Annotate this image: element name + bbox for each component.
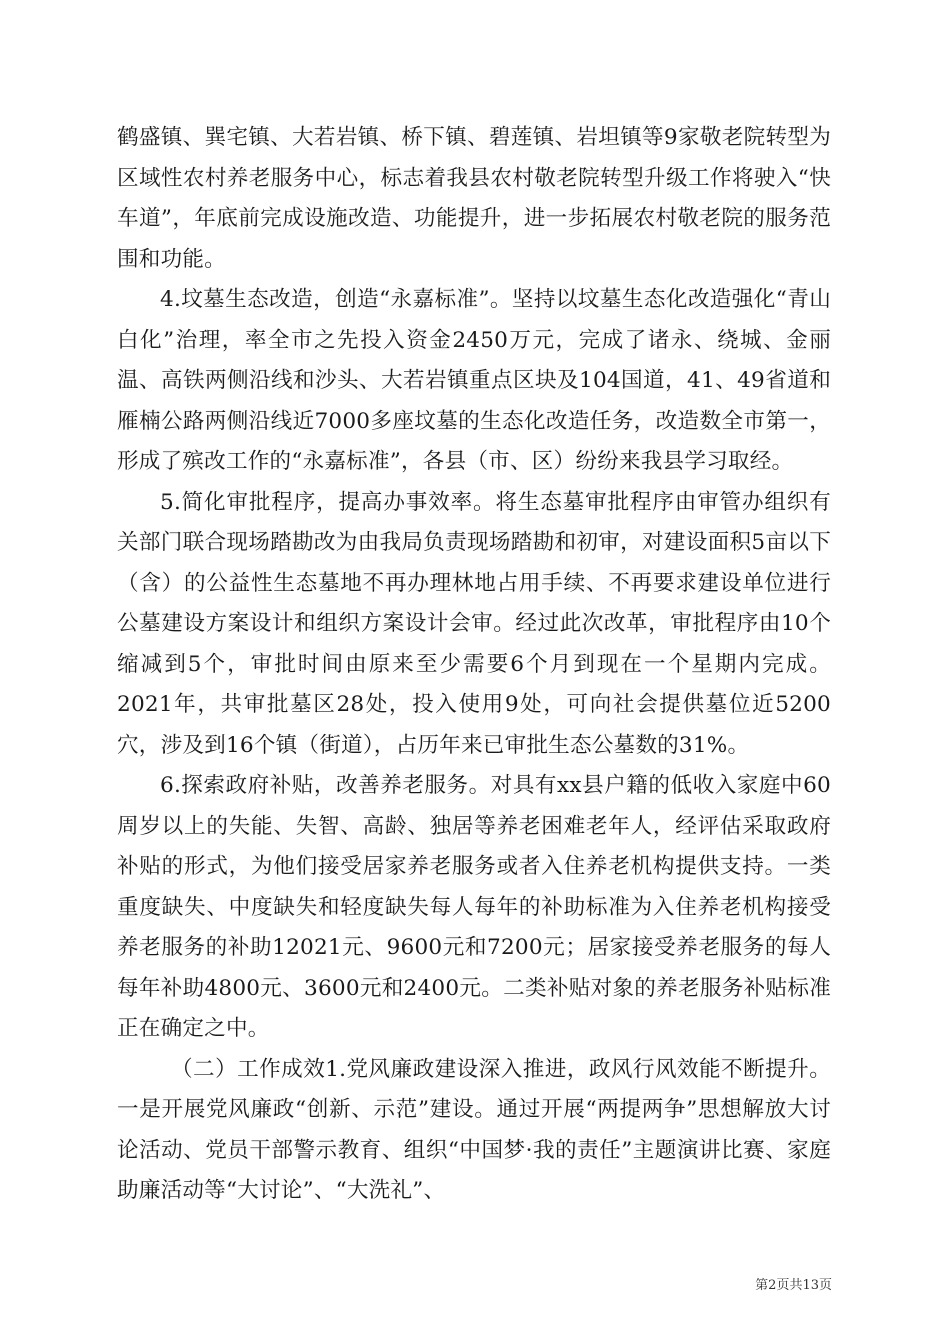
paragraph-item-5: 5.简化审批程序，提高办事效率。将生态墓审批程序由审管办组织有关部门联合现场踏勘改为由我局负责现场踏勘和初审，对建设面积5亩以下（含）的公益性生态墓地不再办理林地占用手续、不再要求建设单位进行公墓建设方案设计和组织方案设计会审。经过此次改革，审批程序由10个缩减到5个，审批时间由原来至少需要6个月到现在一个星期内完成。2021年，共审批墓区28处，投入使用9处，可向社会提供墓位近5200穴，涉及到16个镇（街道），占历年来已审批生态公墓数的31%。 xyxy=(117,489,831,758)
document-body xyxy=(117,118,831,1212)
paragraph-section-2: （二）工作成效1.党风廉政建设深入推进，政风行风效能不断提升。一是开展党风廉政“创新、示范”建设。通过开展“两提两争”思想解放大讨论活动、党员干部警示教育、组织“中国梦·我的责任”主题演讲比赛、家庭助廉活动等“大讨论”、“大洗礼”、 xyxy=(117,1056,831,1203)
paragraph-item-4: 4.坟墓生态改造，创造“永嘉标准”。坚持以坟墓生态化改造强化“青山白化”治理，率全市之先投入资金2450万元，完成了诸永、绕城、金丽温、高铁两侧沿线和沙头、大若岩镇重点区块及104国道，41、49省道和雁楠公路两侧沿线近7000多座坟墓的生态化改造任务，改造数全市第一，形成了殡改工作的“永嘉标准”，各县（市、区）纷纷来我县学习取经。 xyxy=(117,287,831,474)
paragraph-continuation: 鹤盛镇、巽宅镇、大若岩镇、桥下镇、碧莲镇、岩坦镇等9家敬老院转型为区域性农村养老服务中心，标志着我县农村敬老院转型升级工作将驶入“快车道”，年底前完成设施改造、功能提升，进一步拓展农村敬老院的服务范围和功能。 xyxy=(117,125,831,272)
paragraph-item-6: 6.探索政府补贴，改善养老服务。对具有xx县户籍的低收入家庭中60周岁以上的失能、失智、高龄、独居等养老困难老年人，经评估采取政府补贴的形式，为他们接受居家养老服务或者入住养老机构提供支持。一类重度缺失、中度缺失和轻度缺失每人每年的补助标准为入住养老机构接受养老服务的补助12021元、9600元和7200元；居家接受养老服务的每人每年补助4800元、3600元和2400元。二类补贴对象的养老服务补贴标准正在确定之中。 xyxy=(117,773,831,1041)
page-number-footer: 第2页共13页 xyxy=(755,1278,832,1293)
